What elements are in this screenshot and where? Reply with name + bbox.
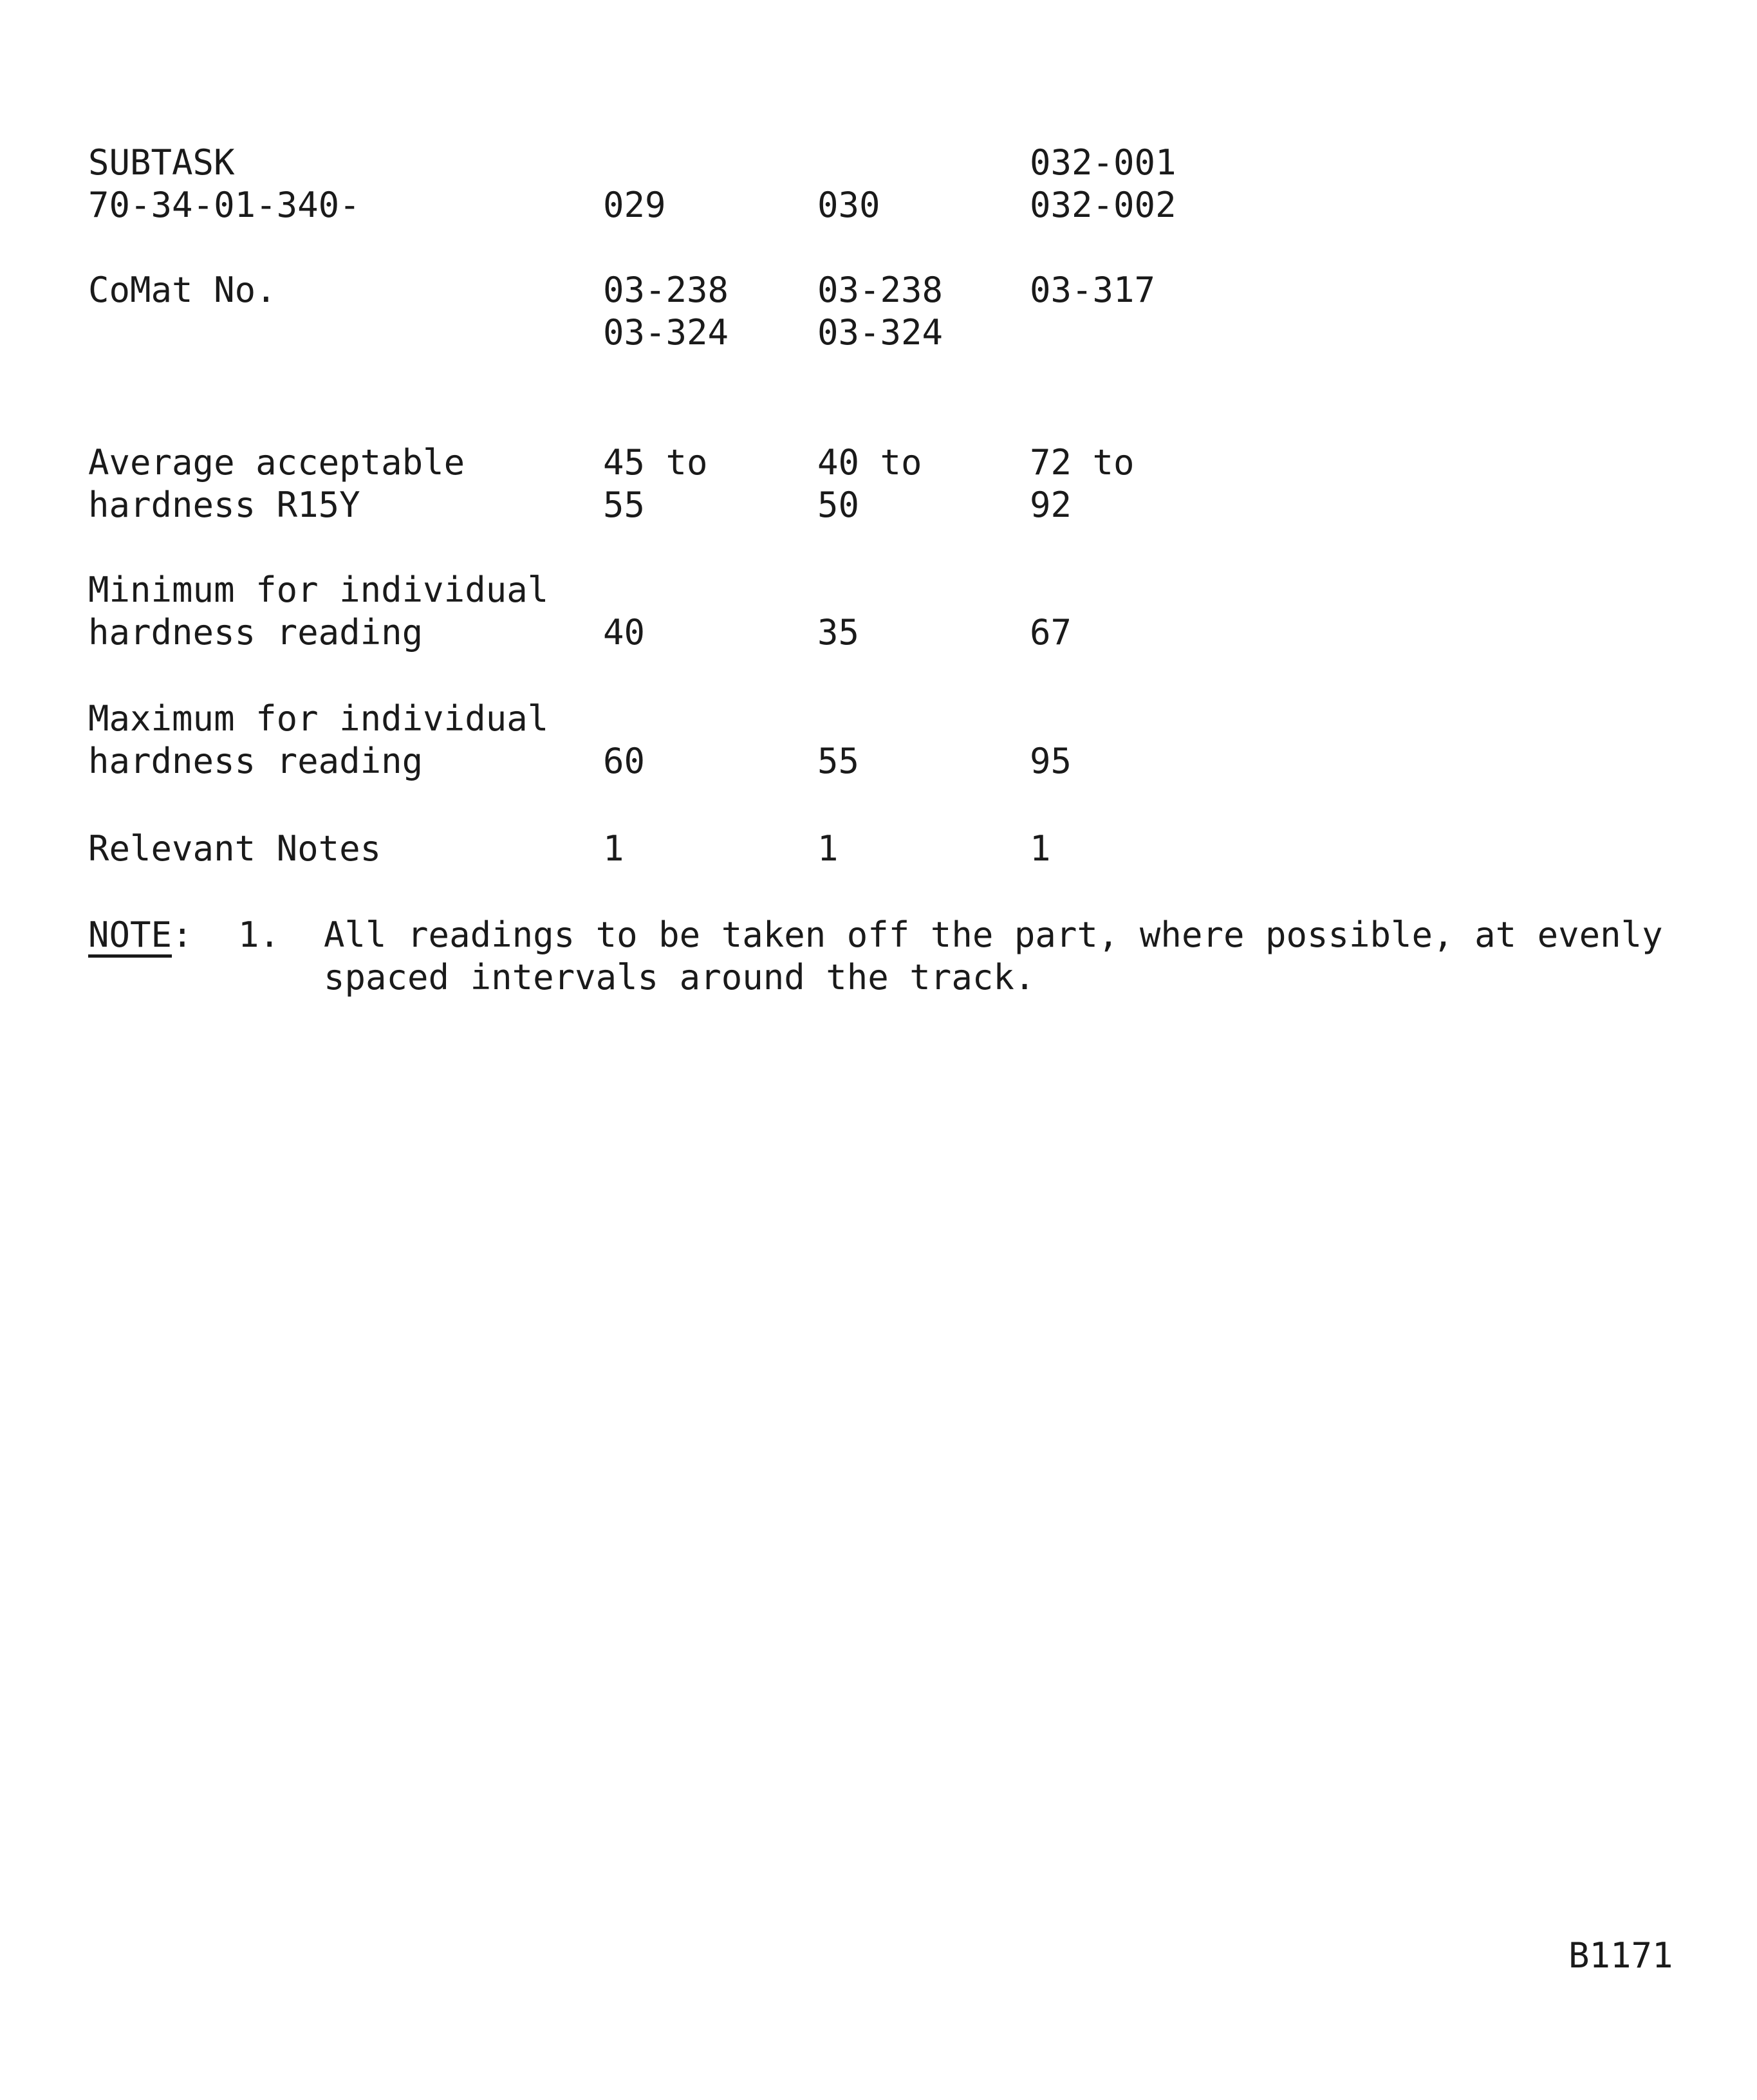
max-col2: 55 (817, 741, 860, 781)
notes-col1: 1 (603, 828, 624, 869)
avg-label-line2: hardness R15Y (88, 485, 360, 525)
comat-label: CoMat No. (88, 270, 277, 310)
avg-col2-line1: 40 to (817, 442, 922, 483)
max-label-line2: hardness reading (88, 741, 423, 781)
min-col3: 67 (1030, 612, 1072, 653)
subtask-prefix: 70-34-01-340- (88, 185, 360, 225)
max-col1: 60 (603, 741, 646, 781)
avg-col2-line2: 50 (817, 485, 860, 525)
min-col2: 35 (817, 612, 860, 653)
subtask-col2: 030 (817, 185, 880, 225)
note-text-line2: spaced intervals around the track. (324, 957, 1036, 998)
max-label-line1: Maximum for individual (88, 698, 549, 739)
note-number: 1. (238, 915, 281, 955)
comat-col1-line1: 03-238 (603, 270, 729, 310)
notes-label: Relevant Notes (88, 828, 382, 869)
min-label-line2: hardness reading (88, 612, 423, 653)
subtask-label: SUBTASK (88, 142, 235, 183)
notes-col2: 1 (817, 828, 839, 869)
avg-col1-line1: 45 to (603, 442, 708, 483)
avg-label-line1: Average acceptable (88, 442, 465, 483)
comat-col2-line2: 03-324 (817, 312, 944, 353)
note-text-line1: All readings to be taken off the part, where possible, at evenly (324, 915, 1663, 955)
comat-col1-line2: 03-324 (603, 312, 729, 353)
comat-col3: 03-317 (1030, 270, 1156, 310)
avg-col3-line2: 92 (1030, 485, 1072, 525)
page-code: B1171 (1568, 1935, 1673, 1976)
min-label-line1: Minimum for individual (88, 570, 549, 610)
min-col1: 40 (603, 612, 646, 653)
subtask-col1: 029 (603, 185, 666, 225)
subtask-col3-line2: 032-002 (1030, 185, 1176, 225)
subtask-col3-line1: 032-001 (1030, 142, 1176, 183)
note-colon: : (172, 915, 193, 955)
avg-col3-line1: 72 to (1030, 442, 1135, 483)
comat-col2-line1: 03-238 (817, 270, 944, 310)
note-label: NOTE (88, 915, 172, 955)
notes-col3: 1 (1030, 828, 1051, 869)
avg-col1-line2: 55 (603, 485, 646, 525)
max-col3: 95 (1030, 741, 1072, 781)
